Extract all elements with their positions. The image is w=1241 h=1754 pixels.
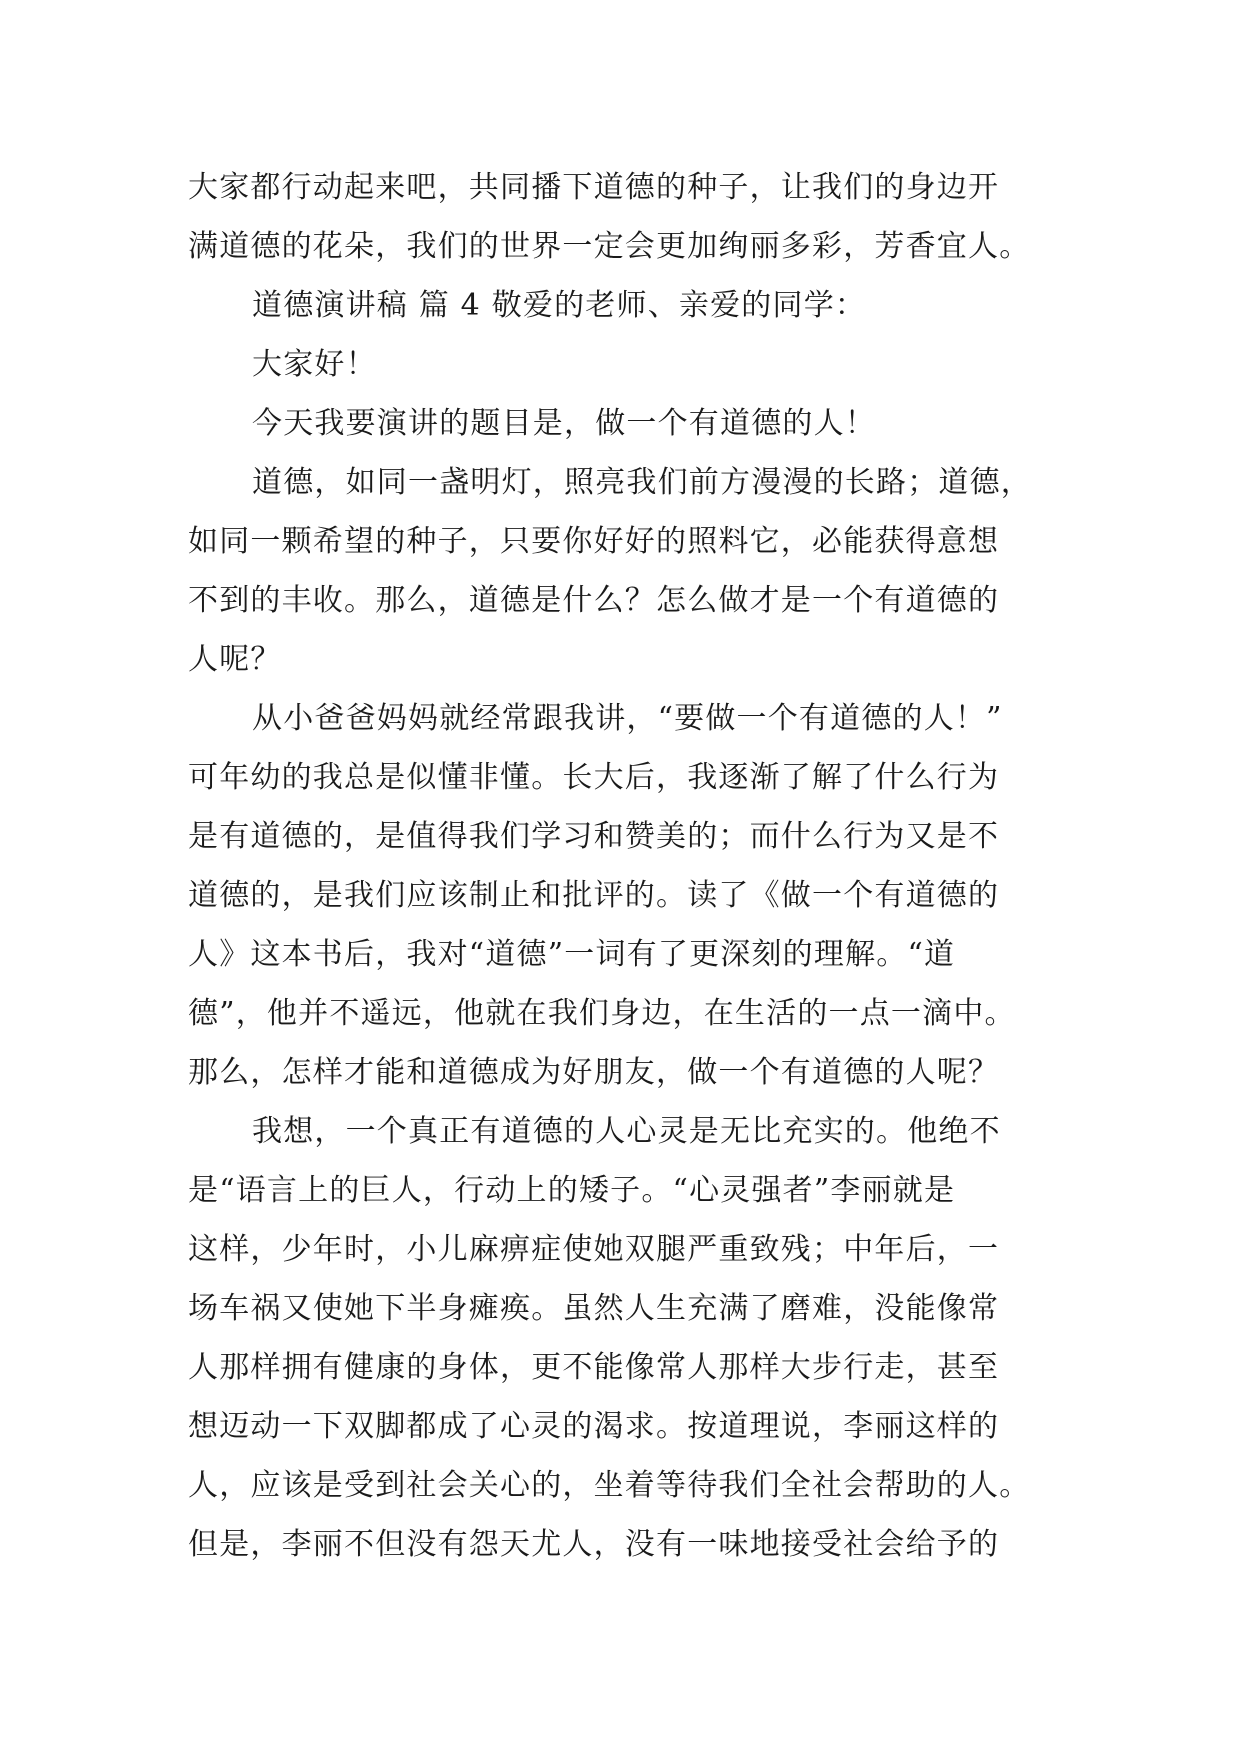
text-line: 不到的丰收。那么，道德是什么？怎么做才是一个有道德的 xyxy=(188,583,1000,618)
greeting-line: 大家好！ xyxy=(252,347,377,382)
text-line: 是有道德的，是值得我们学习和赞美的；而什么行为又是不 xyxy=(188,819,1000,854)
text-line: 从小爸爸妈妈就经常跟我讲，“要做一个有道德的人！” xyxy=(252,701,1003,736)
text-line: 那么，怎样才能和道德成为好朋友，做一个有道德的人呢？ xyxy=(188,1055,1000,1090)
document-body xyxy=(188,158,1068,1574)
text-line: 人》这本书后，我对“道德”一词有了更深刻的理解。“道 xyxy=(188,937,956,972)
text-line: 我想，一个真正有道德的人心灵是无比充实的。他绝不 xyxy=(252,1114,1001,1149)
text-line: 可年幼的我总是似懂非懂。长大后，我逐渐了解了什么行为 xyxy=(188,760,1000,795)
text-line: 如同一颗希望的种子，只要你好好的照料它，必能获得意想 xyxy=(188,524,1000,559)
text-line: 场车祸又使她下半身瘫痪。虽然人生充满了磨难，没能像常 xyxy=(188,1291,1000,1326)
text-line: 但是，李丽不但没有怨天尤人，没有一味地接受社会给予的 xyxy=(188,1527,1000,1562)
text-line: 满道德的花朵，我们的世界一定会更加绚丽多彩，芳香宜人。 xyxy=(188,229,1031,264)
text-line: 大家都行动起来吧，共同播下道德的种子，让我们的身边开 xyxy=(188,170,1000,205)
section-heading: 道德演讲稿 篇 4 敬爱的老师、亲爱的同学： xyxy=(252,288,867,323)
text-line: 是“语言上的巨人，行动上的矮子。“心灵强者”李丽就是 xyxy=(188,1173,956,1208)
text-line: 人呢？ xyxy=(188,642,282,677)
text-line: 道德的，是我们应该制止和批评的。读了《做一个有道德的 xyxy=(188,878,1000,913)
text-line: 德”，他并不遥远，他就在我们身边，在生活的一点一滴中。 xyxy=(188,996,1016,1031)
text-line: 道德，如同一盏明灯，照亮我们前方漫漫的长路；道德， xyxy=(252,465,1032,500)
text-line: 人，应该是受到社会关心的，坐着等待我们全社会帮助的人。 xyxy=(188,1468,1031,1503)
text-line: 这样，少年时，小儿麻痹症使她双腿严重致残；中年后，一 xyxy=(188,1232,1000,1267)
text-line: 人那样拥有健康的身体，更不能像常人那样大步行走，甚至 xyxy=(188,1350,1000,1385)
text-line: 今天我要演讲的题目是，做一个有道德的人！ xyxy=(252,406,876,441)
text-line: 想迈动一下双脚都成了心灵的渴求。按道理说，李丽这样的 xyxy=(188,1409,1000,1444)
